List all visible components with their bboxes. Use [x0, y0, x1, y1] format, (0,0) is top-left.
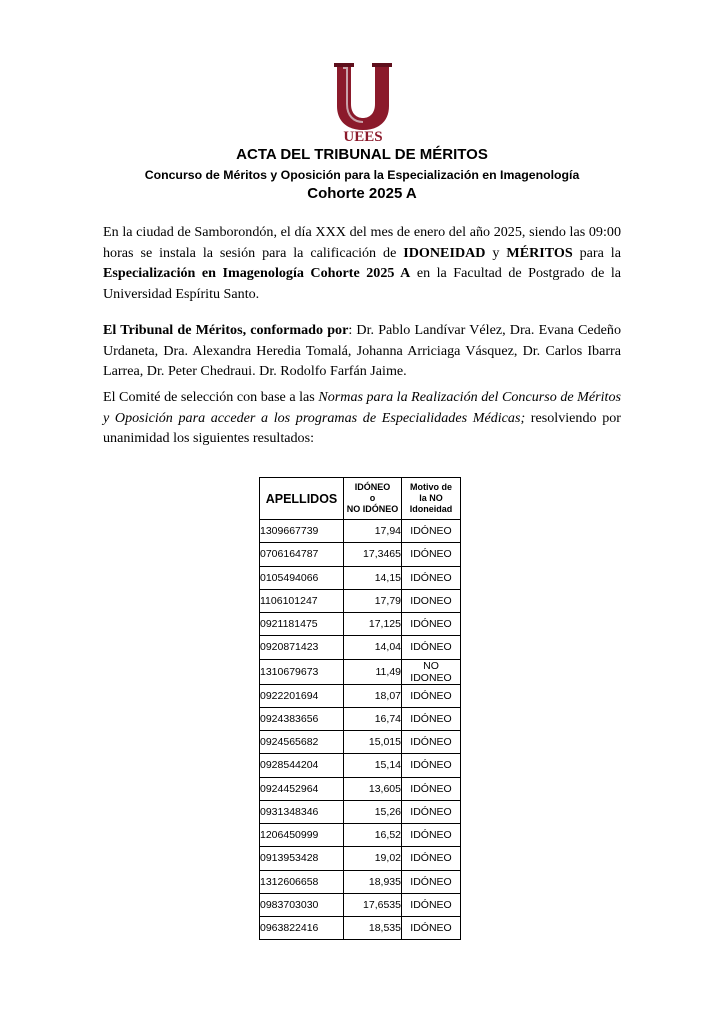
- cell-score: 18,935: [344, 870, 402, 893]
- tribunal-members: : Dr. Pablo Landívar Vélez, Dra. Evana Cedeño Urdaneta, Dra. Alexandra Heredia Tomalá, Johanna Arriciaga Vásquez, Dr. Carlos Ibarra Larrea, Dr. Peter Chedraui. Dr. Rodolfo Farfán Jaime.: [103, 322, 621, 380]
- cell-status: IDÓNEO: [402, 684, 461, 707]
- cell-score: 15,015: [344, 731, 402, 754]
- cell-status: IDÓNEO: [402, 566, 461, 589]
- cell-id: 1206450999: [260, 824, 344, 847]
- table-row: [260, 659, 461, 684]
- cell-status: IDÓNEO: [402, 893, 461, 916]
- table-row: [260, 731, 461, 754]
- cell-id: 0706164787: [260, 543, 344, 566]
- cell-score: 18,535: [344, 917, 402, 940]
- idoneidad-term: IDONEIDAD: [403, 244, 486, 261]
- session-text-d: en la Facultad de Postgrado de la Universidad Espíritu Santo.: [103, 265, 621, 302]
- header-motivo-line1: Motivo de: [410, 482, 452, 492]
- cell-id: 1312606658: [260, 870, 344, 893]
- session-text-a: En la ciudad de Samborondón, el día XXX del mes de enero del año 2025, siendo las 09:00 horas se instala la sesión para la calificación de: [103, 224, 621, 261]
- table-row: [260, 847, 461, 870]
- table-row: [260, 754, 461, 777]
- cell-score: 15,26: [344, 800, 402, 823]
- table-row: [260, 893, 461, 916]
- cell-id: 0963822416: [260, 917, 344, 940]
- tribunal-paragraph: [103, 320, 621, 382]
- uees-logo-mark: [327, 60, 399, 144]
- logo-wordmark: UEES: [343, 129, 383, 144]
- cell-status: [402, 659, 461, 684]
- cell-id: 0921181475: [260, 613, 344, 636]
- header-idoneo-line3: NO IDÓNEO: [346, 504, 399, 514]
- table-row: [260, 824, 461, 847]
- table-row: [260, 917, 461, 940]
- session-text-c: para la: [572, 244, 621, 261]
- cell-status: IDÓNEO: [402, 800, 461, 823]
- cell-status: IDÓNEO: [402, 754, 461, 777]
- cell-status: IDÓNEO: [402, 731, 461, 754]
- cell-status: IDONEO: [402, 589, 461, 612]
- header-idoneo: [344, 478, 402, 520]
- cell-id: 0928544204: [260, 754, 344, 777]
- header-apellidos: APELLIDOS: [260, 478, 344, 520]
- document-subtitle: Concurso de Méritos y Oposición para la Especialización en Imagenología: [144, 168, 580, 182]
- cell-id: 0922201694: [260, 684, 344, 707]
- table-row: [260, 566, 461, 589]
- norms-reference: Normas para la Realización del Concurso de Méritos y Oposición para acceder a los programas de Especialidades Médicas;: [103, 389, 621, 426]
- cell-score: 16,52: [344, 824, 402, 847]
- cell-status: IDÓNEO: [402, 824, 461, 847]
- cell-score: 13,605: [344, 777, 402, 800]
- cell-id: 0913953428: [260, 847, 344, 870]
- results-table: [259, 477, 461, 940]
- cell-status: IDÓNEO: [402, 707, 461, 730]
- tribunal-label: El Tribunal de Méritos, conformado por: [103, 322, 349, 338]
- cell-id: 1310679673: [260, 659, 344, 684]
- cell-id: 0924383656: [260, 707, 344, 730]
- cell-score: 17,125: [344, 613, 402, 636]
- cell-score: 15,14: [344, 754, 402, 777]
- table-row: [260, 543, 461, 566]
- cell-status-line1: NO: [423, 659, 439, 672]
- cell-score: 11,49: [344, 659, 402, 684]
- document-title: ACTA DEL TRIBUNAL DE MÉRITOS: [236, 146, 488, 163]
- cell-status: IDÓNEO: [402, 613, 461, 636]
- table-row: [260, 520, 461, 543]
- committee-paragraph: [103, 387, 621, 449]
- cell-status: IDÓNEO: [402, 847, 461, 870]
- table-row: [260, 800, 461, 823]
- cell-status: IDÓNEO: [402, 917, 461, 940]
- header-idoneo-line1: IDÓNEO: [354, 482, 391, 492]
- cell-score: 17,94: [344, 520, 402, 543]
- cell-score: 19,02: [344, 847, 402, 870]
- table-row: [260, 636, 461, 659]
- cell-status-line2: IDONEO: [410, 671, 452, 684]
- committee-text-b: resolviendo por unanimidad los siguientes resultados:: [103, 409, 621, 447]
- cell-id: 0920871423: [260, 636, 344, 659]
- cell-score: 17,3465: [344, 543, 402, 566]
- cell-id: 0924452964: [260, 777, 344, 800]
- meritos-term: MÉRITOS: [506, 244, 573, 261]
- cell-id: 0105494066: [260, 566, 344, 589]
- cell-status: IDÓNEO: [402, 543, 461, 566]
- cell-id: 1309667739: [260, 520, 344, 543]
- header-motivo-line3: Idoneidad: [409, 504, 453, 514]
- cell-score: 17,6535: [344, 893, 402, 916]
- header-idoneo-line2: o: [369, 493, 376, 503]
- cell-id: 0983703030: [260, 893, 344, 916]
- cell-status: IDÓNEO: [402, 870, 461, 893]
- committee-text-a: El Comité de selección con base a las: [103, 389, 319, 405]
- cell-score: 14,15: [344, 566, 402, 589]
- table-row: [260, 613, 461, 636]
- cell-score: 14,04: [344, 636, 402, 659]
- table-row: [260, 870, 461, 893]
- table-row: [260, 684, 461, 707]
- table-row: [260, 707, 461, 730]
- cell-id: 1106101247: [260, 589, 344, 612]
- uees-logo: [327, 60, 399, 144]
- table-row: [260, 589, 461, 612]
- cell-score: 16,74: [344, 707, 402, 730]
- cohort-title: Cohorte 2025 A: [307, 185, 417, 202]
- cell-status: IDÓNEO: [402, 777, 461, 800]
- header-motivo: [402, 478, 461, 520]
- cell-status: IDÓNEO: [402, 636, 461, 659]
- program-name: Especialización en Imagenología Cohorte 2025 A: [103, 265, 411, 282]
- table-header-row: [260, 478, 461, 520]
- session-paragraph: [103, 222, 621, 304]
- table-row: [260, 777, 461, 800]
- cell-score: 17,79: [344, 589, 402, 612]
- cell-score: 18,07: [344, 684, 402, 707]
- cell-id: 0924565682: [260, 731, 344, 754]
- cell-id: 0931348346: [260, 800, 344, 823]
- cell-status: IDÓNEO: [402, 520, 461, 543]
- session-text-b: y: [485, 244, 507, 261]
- header-motivo-line2: la NO: [419, 493, 443, 503]
